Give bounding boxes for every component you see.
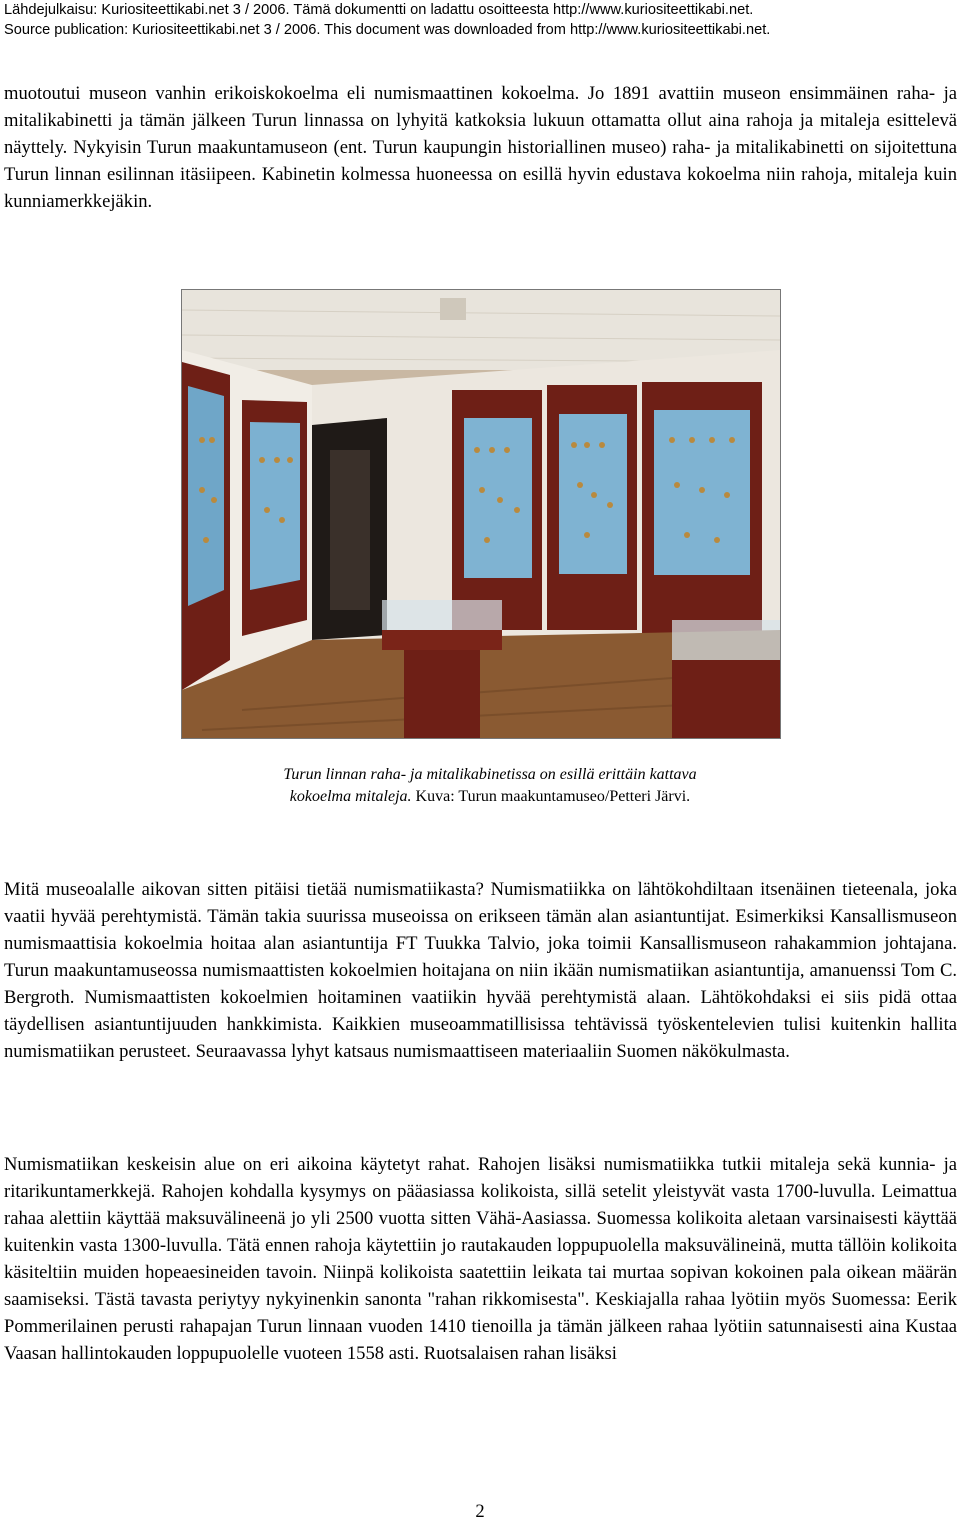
paragraph-museum-expertise: Mitä museoalalle aikovan sitten pitäisi tietää numismatiikasta? Numismatiikka on lähtökohdiltaan itsenäinen tieteenala, joka vaatii hyvää perehtymistä. Tämän takia suurissa museoissa on erikseen tämän alan asiantuntijat. Esimerkiksi Kansallismuseon numismaattisia kokoelmia hoitaa alan asiantuntija FT Tuukka Talvio, joka toimii Kansallismuseon rahakammion johtajana. Turun maakuntamuseossa numismaattisten kokoelmien hoitajana on niin ikään numismatiikan asiantuntija, amanuenssi Tom C. Bergroth. Numismaattisten kokoelmien hoitaminen vaatiikin hyvää perehtymistä alaan. Lähtökohdaksi ei siis pidä ottaa täydellisen asiantuntijuuden hankkimista. Kaikkien museoammatillisissa tehtävissä työskentelevien tulisi kuitenkin hallita numismatiikan perusteet. Seuraavassa lyhyt katsaus numismaattiseen materiaaliin Suomen näkökulmasta. [4,879,957,1062]
paragraph-intro: muotoutui museon vanhin erikoiskokoelma eli numismaattinen kokoelma. Jo 1891 avattiin museon ensimmäinen raha- ja mitalikabinetti ja tämän jälkeen Turun linnassa on lyhyitä katkoksia lukuun ottamatta ollut aina rahoja ja mitaleja esittelevä näyttely. Nykyisin Turun maakuntamuseon (ent. Turun kaupungin historiallinen museo) raha- ja mitalikabinetti on sijoitettuna Turun linnan esilinnan itäsiipeen. Kabinetin kolmessa huoneessa on esillä hyvin edustava kokoelma niin rahoja, mitaleja kuin kunniamerkkejäkin. [4,83,957,212]
photo-caption-line-2 [230,786,750,808]
paragraph-coins-history: Numismatiikan keskeisin alue on eri aikoina käytetyt rahat. Rahojen lisäksi numismatiikka tutkii mitaleja sekä kunnia- ja ritarikuntamerkkejä. Rahojen kohdalla kysymys on pääasiassa kolikoista, sillä setelit yleistyvät vasta 1700-luvulla. Leimattua rahaa alettiin käyttää maksuvälineenä jo yli 2500 vuotta sitten Vähä-Aasiassa. Suomessa kolikoita aletaan varsinaisesti käyttää kuitenkin vasta 1300-luvulla. Tätä ennen rahoja käytettiin jo rautakauden loppupuolella maksuvälineinä, mutta tällöin kolikoita käsiteltiin muiden hopeaesineiden tavoin. Niinpä kolikoista saatettiin leikata tai murtaa sopivan kokoinen pala oikean määrän saamiseksi. Tästä tavasta periytyy nykyinenkin sanonta "rahan rikkomisesta". Keskiajalla rahaa lyötiin myös Suomessa: Eerik Pommerilainen perusti rahapajan Turun linnaan vuoden 1410 tienoilla ja tämän jälkeen rahaa lyötiin satunnaisesti aina Kustaa Vaasan hallintokauden loppupuolelle vuoteen 1558 asti. Ruotsalaisen rahan lisäksi [4,1154,957,1364]
photo-caption-italic: kokoelma mitaleja. [289,788,412,805]
museum-photo [181,289,781,739]
photo-caption-line-1: Turun linnan raha- ja mitalikabinetissa on esillä erittäin kattava [283,766,697,783]
header-line-en: Source publication: Kuriositeettikabi.net 3 / 2006. This document was downloaded from http://www.kuriositeettikabi.net. [4,22,771,38]
header-line-fi: Lähdejulkaisu: Kuriositeettikabi.net 3 / 2006. Tämä dokumentti on ladattu osoitteesta http://www.kuriositeettikabi.net. [4,2,754,18]
photo-credit: Kuva: Turun maakuntamuseo/Petteri Järvi. [411,788,691,805]
page-number: 2 [475,1501,485,1522]
source-header [4,0,770,40]
